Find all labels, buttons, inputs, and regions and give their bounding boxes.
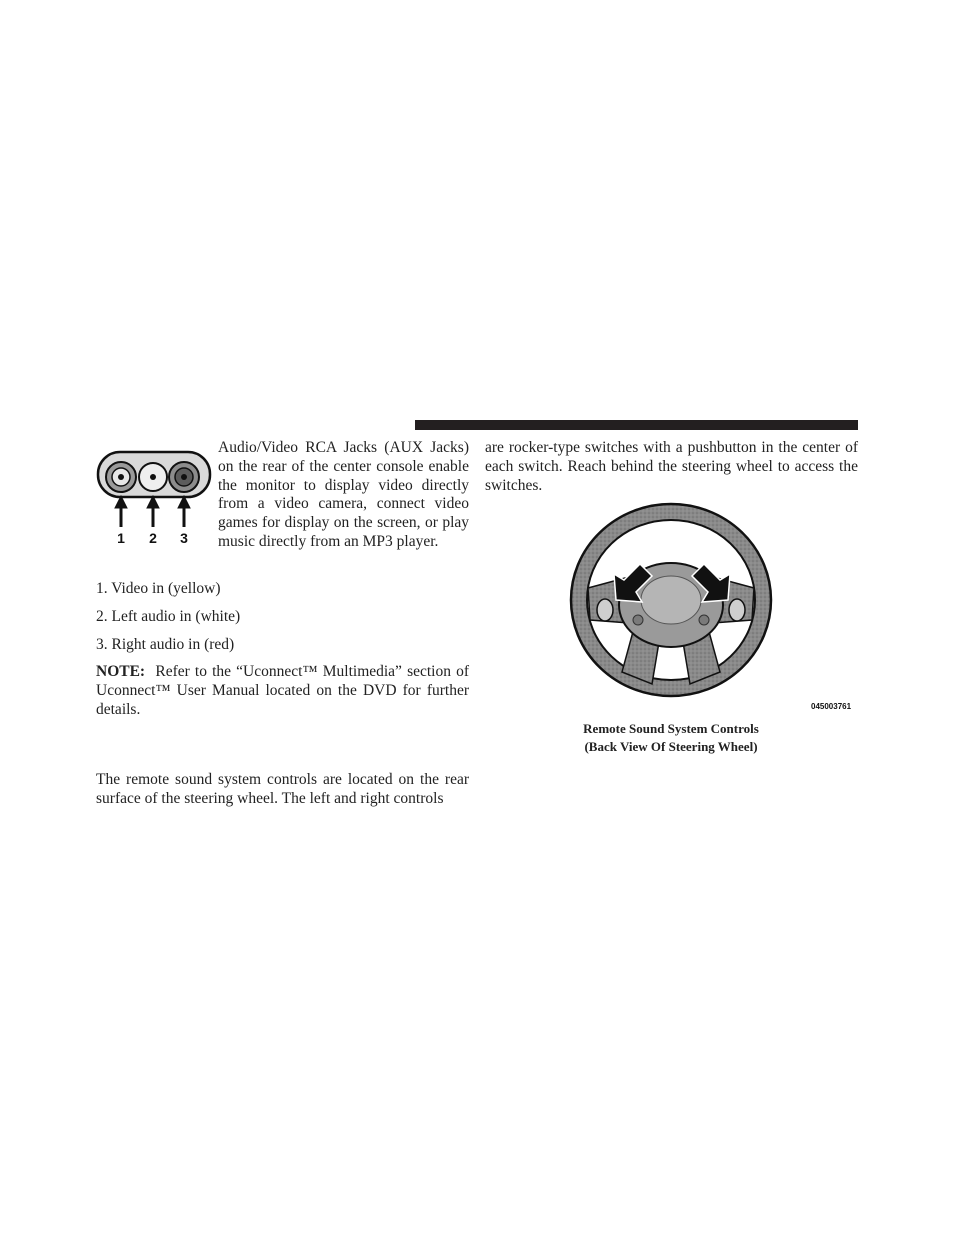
rca-jacks-illustration	[96, 450, 214, 550]
list-item: 1. Video in (yellow)	[96, 580, 221, 597]
jacks-paragraph: Audio/Video RCA Jacks (AUX Jacks) on the rear of the center console enable the monitor to display video directly from a video camera, connect video games for display on the screen, or play music directly from an MP3 player.	[218, 439, 469, 550]
note-text: Refer to the “Uconnect™ Multimedia” section of Uconnect™ User Manual located on the DVD for further details.	[96, 663, 470, 718]
list-item: 3. Right audio in (red)	[96, 636, 235, 653]
jack-label-3: 3	[180, 530, 188, 546]
section-header-bar	[415, 420, 858, 430]
jack-label-2: 2	[149, 530, 157, 546]
remote-controls-paragraph: The remote sound system controls are located on the rear surface of the steering wheel. The left and right controls	[96, 771, 469, 807]
rocker-switch-paragraph: are rocker-type switches with a pushbutton in the center of each switch. Reach behind the steering wheel to access the switches.	[485, 439, 858, 494]
caption-line-1: Remote Sound System Controls	[583, 721, 759, 736]
figure-id: 045003761	[811, 702, 852, 711]
list-item: 2. Left audio in (white)	[96, 608, 241, 625]
note-paragraph	[96, 663, 469, 719]
jack-label-1: 1	[117, 530, 125, 546]
caption-line-2: (Back View Of Steering Wheel)	[584, 739, 758, 754]
figure-caption	[560, 720, 782, 756]
note-label: NOTE:	[96, 663, 146, 680]
steering-wheel-illustration	[560, 500, 860, 720]
